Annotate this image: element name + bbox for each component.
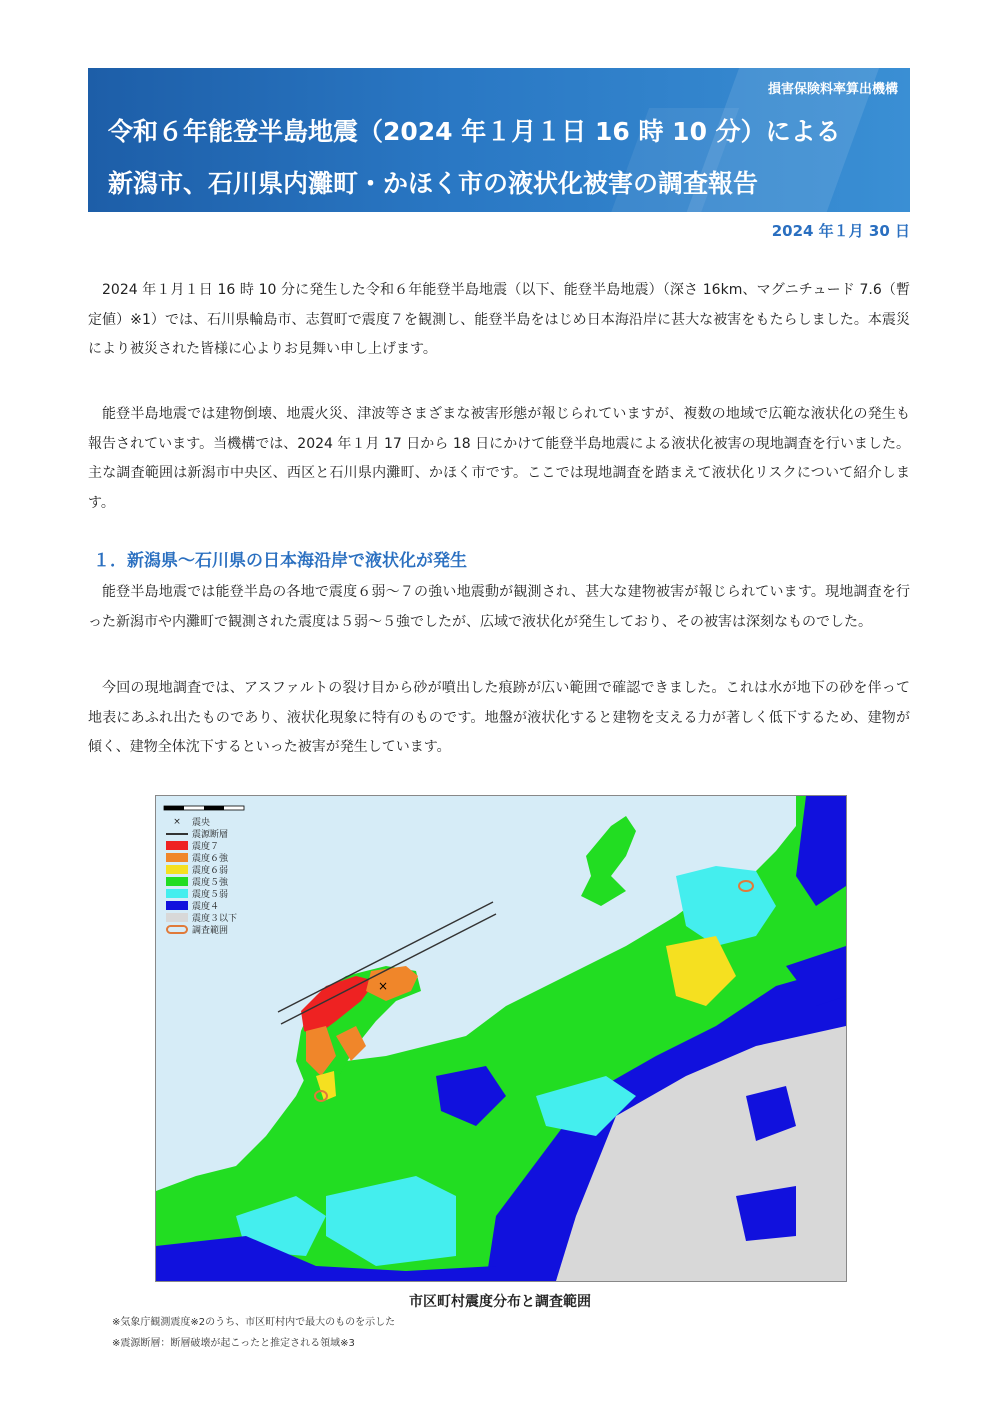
legend-item: 震度５弱 — [166, 888, 266, 899]
organization-name: 損害保険料率算出機構 — [767, 82, 898, 97]
legend-epicenter: × 震央 — [173, 816, 211, 828]
section-1-heading: １．新潟県～石川県の日本海沿岸で液状化が発生 — [93, 551, 467, 571]
legend-survey: 調査範囲 — [166, 924, 266, 935]
map-legend — [166, 816, 266, 936]
legend-item: 震度３以下 — [166, 912, 266, 923]
footnote-1: ※気象庁観測震度※2のうち、市区町村内で最大のものを示した — [112, 1317, 396, 1328]
svg-text:×: × — [378, 979, 389, 993]
report-date: 2024 年１月 30 日 — [771, 222, 910, 240]
intro-paragraph-1: 2024 年１月１日 16 時 10 分に発生した令和６年能登半島地震（以下、能登半島地震）（深さ 16km、マグニチュード 7.6（暫定値）※1）では、石川県輪島市、志賀町で震度７を観測し、能登半島をはじめ日本海沿岸に甚大な被害をもたらしました。本震災により被災された皆様に心よりお見舞い申し上げます。 — [88, 282, 910, 357]
map-caption: 市区町村震度分布と調査範囲 — [409, 1294, 591, 1310]
legend-fault: 震源断層 — [166, 828, 266, 839]
section-1-paragraph-2: 今回の現地調査では、アスファルトの裂け目から砂が噴出した痕跡が広い範囲で確認できました。これは水が地下の砂を伴って地表にあふれ出たものであり、液状化現象に特有のものです。地盤が液状化すると建物を支える力が著しく低下するため、建物が傾く、建物全体沈下するといった被害が発生しています。 — [88, 680, 910, 755]
legend-item: 震度５強 — [166, 876, 266, 887]
seismic-intensity-map — [155, 795, 847, 1282]
legend-item: 震度４ — [166, 900, 266, 911]
legend-item: 震度７ — [166, 840, 266, 851]
title-line-2: 新潟市、石川県内灘町・かほく市の液状化被害の調査報告 — [108, 169, 759, 198]
section-1-paragraph-1: 能登半島地震では能登半島の各地で震度６弱～７の強い地震動が観測され、甚大な建物被害が報じられています。現地調査を行った新潟市や内灘町で観測された震度は５弱～５強でしたが、広域で液状化が発生しており、その被害は深刻なものでした。 — [88, 584, 910, 630]
legend-item: 震度６強 — [166, 852, 266, 863]
title-banner — [88, 68, 910, 212]
intro-paragraph-2: 能登半島地震では建物倒壊、地震火災、津波等さまざまな被害形態が報じられていますが、複数の地域で広範な液状化の発生も報告されています。当機構では、2024 年１月 17 日から 18 日にかけて能登半島地震による液状化被害の現地調査を行いました。主な調査範囲は新潟市中央区、西区と石川県内灘町、かほく市です。ここでは現地調査を踏まえて液状化リスクについて紹介します。 — [88, 406, 910, 511]
title-line-1: 令和６年能登半島地震（2024 年１月１日 16 時 10 分）による — [108, 117, 841, 146]
footnote-2: ※震源断層：断層破壊が起こったと推定される領域※3 — [112, 1338, 355, 1349]
legend-item: 震度６弱 — [166, 864, 266, 875]
